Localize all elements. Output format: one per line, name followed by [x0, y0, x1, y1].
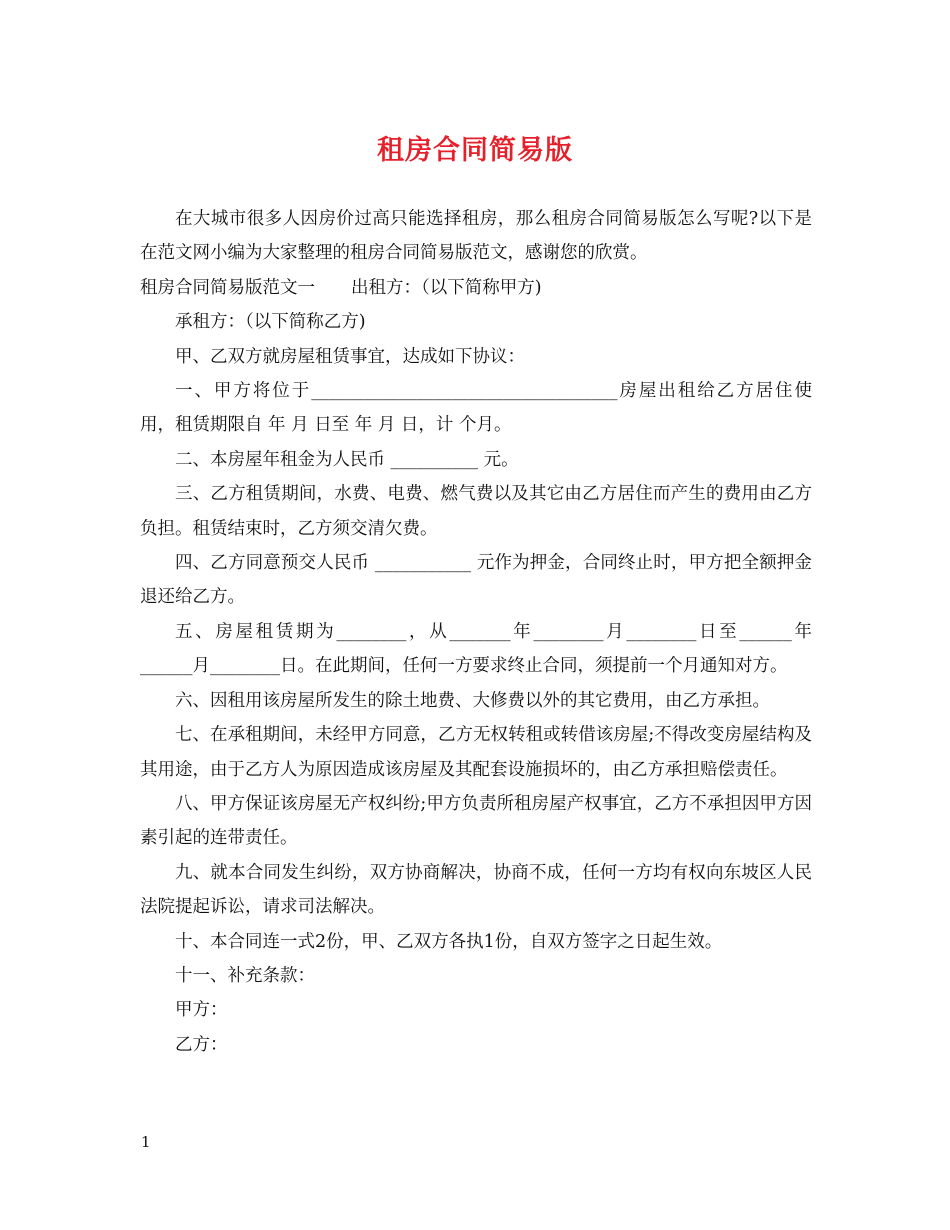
- clause-8: 八、甲方保证该房屋无产权纠纷;甲方负责所租房屋产权事宜，乙方不承担因甲方因素引起的连带责任。: [140, 793, 812, 849]
- clause-11: 十一、补充条款：: [175, 965, 315, 986]
- clause-5: 五、房屋租赁期为________，从_______年________月________日至______年______月________日。在此期间，任何一方要求终止合同，须提前一个月通知对方。: [140, 621, 812, 677]
- lessee-line: 承租方：（以下简称乙方): [175, 312, 366, 333]
- intro-paragraph: 在大城市很多人因房价过高只能选择租房，那么租房合同简易版怎么写呢?以下是在范文网小编为大家整理的租房合同简易版范文，感谢您的欣赏。: [140, 209, 812, 264]
- clause-4: 四、乙方同意预交人民币 ___________ 元作为押金，合同终止时，甲方把全额押金退还给乙方。: [140, 553, 812, 608]
- page-title: 租房合同简易版: [377, 135, 573, 166]
- sample-heading-line: [140, 271, 812, 305]
- clause-6: 六、因租用该房屋所发生的除土地费、大修费以外的其它费用，由乙方承担。: [175, 690, 770, 711]
- clause-7: 七、在承租期间，未经甲方同意，乙方无权转租或转借该房屋;不得改变房屋结构及其用途，由于乙方人为原因造成该房屋及其配套设施损坏的，由乙方承担赔偿责任。: [140, 725, 812, 780]
- sample-label: 租房合同简易版范文一: [140, 277, 315, 298]
- page-number: 1: [141, 1133, 151, 1151]
- clause-9: 九、就本合同发生纠纷，双方协商解决，协商不成，任何一方均有权向东坡区人民法院提起诉讼，请求司法解决。: [140, 862, 812, 918]
- lessor-line: 出租方：（以下简称甲方): [351, 277, 542, 298]
- clause-10: 十、本合同连一式2份，甲、乙双方各执1份，自双方签字之日起生效。: [175, 931, 723, 952]
- clause-3: 三、乙方租赁期间，水费、电费、燃气费以及其它由乙方居住而产生的费用由乙方负担。租赁结束时，乙方须交清欠费。: [140, 484, 812, 539]
- clause-1: 一、甲方将位于___________________________________房屋出租给乙方居住使用，租赁期限自 年 月 日至 年 月 日，计 个月。: [140, 381, 812, 436]
- party-b-signature: 乙方：: [175, 1034, 228, 1055]
- document-body: [140, 202, 812, 1062]
- party-a-signature: 甲方：: [175, 1000, 228, 1021]
- agreement-line: 甲、乙双方就房屋租赁事宜，达成如下协议：: [175, 346, 525, 367]
- clause-2: 二、本房屋年租金为人民币 __________ 元。: [175, 449, 519, 470]
